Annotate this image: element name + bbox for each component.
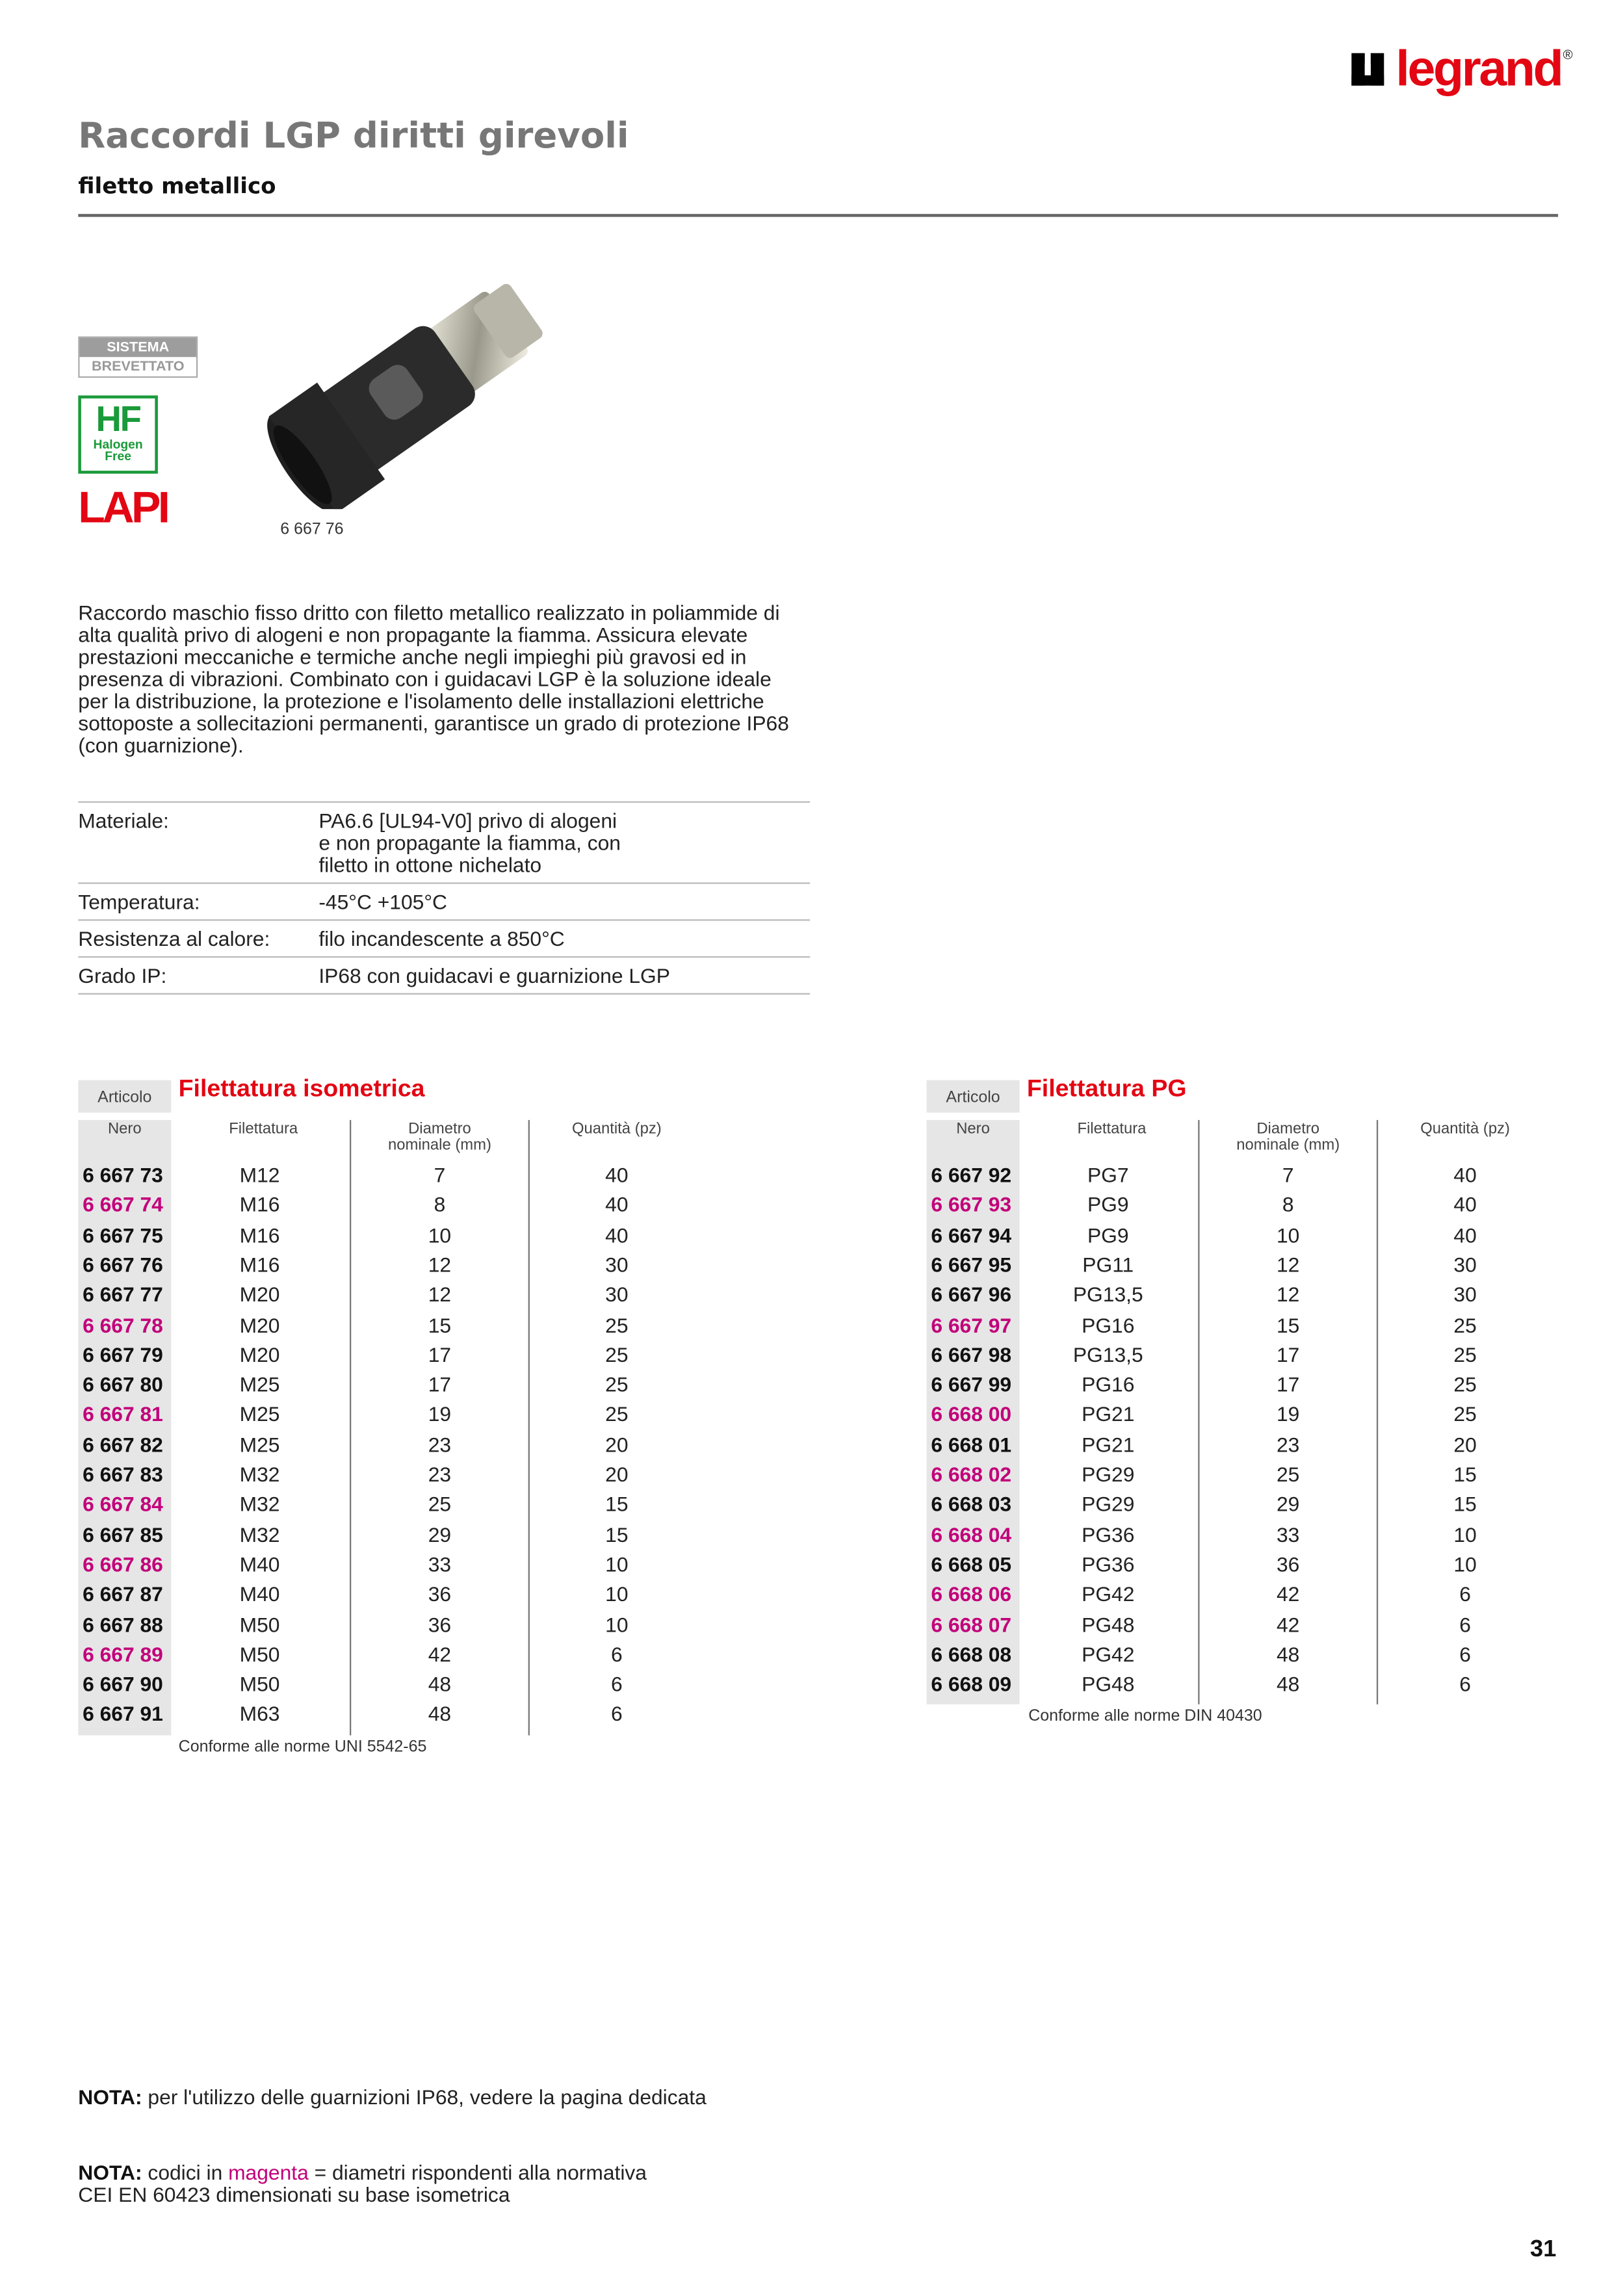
- norm-note: Conforme alle norme DIN 40430: [1028, 1708, 1262, 1726]
- spec-key: Resistenza al calore:: [78, 926, 270, 950]
- note-ip68: [78, 2087, 707, 2109]
- quantity-cell: 6: [610, 1702, 623, 1726]
- thread-cell: M25: [239, 1432, 280, 1456]
- note-text: = diametri rispondenti alla normativa: [308, 2160, 647, 2184]
- thread-cell: PG36: [1082, 1522, 1135, 1546]
- diameter-cell: 12: [428, 1283, 452, 1307]
- article-code: 6 667 75: [83, 1222, 163, 1247]
- diameter-cell: 19: [1277, 1402, 1300, 1426]
- table-row: [927, 1429, 1546, 1459]
- thread-cell: M50: [239, 1642, 280, 1666]
- diameter-cell: 17: [428, 1372, 452, 1396]
- header-diametro: Diametro nominale (mm): [1236, 1119, 1340, 1155]
- table-row: [927, 1220, 1546, 1249]
- table-row: [927, 1579, 1546, 1609]
- quantity-cell: 15: [1453, 1492, 1477, 1516]
- table-row: [78, 1190, 697, 1220]
- thread-cell: PG13,5: [1072, 1283, 1143, 1307]
- diameter-cell: 42: [428, 1642, 452, 1666]
- page-subtitle: filetto metallico: [78, 172, 276, 200]
- note-text: codici in: [142, 2160, 229, 2184]
- legrand-logo: [1351, 41, 1573, 98]
- table-row: [927, 1370, 1546, 1400]
- thread-cell: M40: [239, 1552, 280, 1576]
- quantity-cell: 10: [1453, 1552, 1477, 1576]
- article-code: 6 667 91: [83, 1702, 163, 1726]
- note-magenta-word: magenta: [228, 2160, 309, 2184]
- article-code: 6 668 00: [931, 1402, 1012, 1426]
- thread-cell: PG29: [1082, 1462, 1135, 1486]
- table-row: [927, 1249, 1546, 1279]
- table-row: [78, 1699, 697, 1729]
- diameter-cell: 17: [428, 1342, 452, 1366]
- quantity-cell: 25: [1453, 1342, 1477, 1366]
- header-quantita: Quantità (pz): [571, 1119, 662, 1138]
- thread-cell: M25: [239, 1372, 280, 1396]
- spec-row-grado-ip: [78, 958, 810, 995]
- product-image: [236, 273, 590, 509]
- quantity-cell: 30: [605, 1283, 629, 1307]
- table-row: [927, 1639, 1546, 1669]
- diameter-cell: 17: [1277, 1342, 1300, 1366]
- table-row: [78, 1639, 697, 1669]
- quantity-cell: 25: [1453, 1312, 1477, 1337]
- quantity-cell: 6: [1459, 1582, 1471, 1606]
- diameter-cell: 7: [1282, 1162, 1294, 1187]
- article-code: 6 667 90: [83, 1672, 163, 1696]
- legrand-mark-icon: [1351, 53, 1384, 86]
- article-code: 6 668 06: [931, 1582, 1012, 1606]
- thread-cell: PG9: [1087, 1222, 1129, 1247]
- table-row: [78, 1549, 697, 1579]
- lapi-logo: LAPI: [78, 484, 168, 533]
- table-row: [78, 1400, 697, 1429]
- article-code: 6 668 07: [931, 1611, 1012, 1636]
- diameter-cell: 48: [1277, 1672, 1300, 1696]
- page-title: Raccordi LGP diritti girevoli: [78, 115, 629, 157]
- article-code: 6 667 82: [83, 1432, 163, 1456]
- hf-label: HF: [96, 400, 140, 440]
- diameter-cell: 17: [1277, 1372, 1300, 1396]
- quantity-cell: 10: [605, 1582, 629, 1606]
- spec-row-resistenza: [78, 920, 810, 958]
- diameter-cell: 29: [1277, 1492, 1300, 1516]
- thread-cell: M32: [239, 1462, 280, 1486]
- thread-cell: PG21: [1082, 1432, 1135, 1456]
- diameter-cell: 23: [428, 1432, 452, 1456]
- quantity-cell: 10: [605, 1611, 629, 1636]
- article-code: 6 667 89: [83, 1642, 163, 1666]
- quantity-cell: 15: [605, 1522, 629, 1546]
- product-code-caption: 6 667 76: [280, 521, 344, 539]
- diameter-cell: 48: [1277, 1642, 1300, 1666]
- quantity-cell: 25: [605, 1312, 629, 1337]
- article-code: 6 668 01: [931, 1432, 1012, 1456]
- spec-value: filo incandescente a 850°C: [318, 926, 565, 950]
- thread-cell: M32: [239, 1522, 280, 1546]
- table-row: [927, 1160, 1546, 1190]
- table-row: [78, 1160, 697, 1190]
- article-code: 6 667 96: [931, 1283, 1012, 1307]
- diameter-cell: 7: [434, 1162, 446, 1187]
- diameter-cell: 36: [428, 1582, 452, 1606]
- quantity-cell: 40: [605, 1192, 629, 1217]
- diameter-cell: 19: [428, 1402, 452, 1426]
- quantity-cell: 6: [1459, 1642, 1471, 1666]
- header-divider: [78, 214, 1558, 216]
- note-label: NOTA:: [78, 2160, 142, 2184]
- diameter-cell: 10: [428, 1222, 452, 1247]
- diameter-cell: 48: [428, 1672, 452, 1696]
- diameter-cell: 36: [428, 1611, 452, 1636]
- article-code: 6 667 97: [931, 1312, 1012, 1337]
- thread-cell: M16: [239, 1192, 280, 1217]
- spec-key: Temperatura:: [78, 889, 200, 914]
- thread-cell: PG42: [1082, 1582, 1135, 1606]
- header-quantita: Quantità (pz): [1420, 1119, 1510, 1138]
- thread-cell: PG36: [1082, 1552, 1135, 1576]
- thread-cell: M32: [239, 1492, 280, 1516]
- header-nero: Nero: [956, 1119, 990, 1138]
- quantity-cell: 20: [1453, 1432, 1477, 1456]
- thread-cell: M50: [239, 1672, 280, 1696]
- sistema-brevettato-badge: [78, 337, 198, 378]
- article-code: 6 667 93: [931, 1192, 1012, 1217]
- spec-value: IP68 con guidacavi e guarnizione LGP: [318, 963, 670, 987]
- article-code: 6 667 83: [83, 1462, 163, 1486]
- quantity-cell: 6: [610, 1642, 623, 1666]
- thread-cell: PG16: [1082, 1312, 1135, 1337]
- table-row: [78, 1489, 697, 1519]
- note-magenta: [78, 2162, 647, 2206]
- thread-cell: PG42: [1082, 1642, 1135, 1666]
- thread-cell: PG29: [1082, 1492, 1135, 1516]
- diameter-cell: 15: [1277, 1312, 1300, 1337]
- diameter-cell: 23: [1277, 1432, 1300, 1456]
- article-code: 6 667 73: [83, 1162, 163, 1187]
- thread-cell: PG21: [1082, 1402, 1135, 1426]
- product-description: Raccordo maschio fisso dritto con filetto metallico realizzato in poliammide di alta qualità privo di alogeni e non propagante la fiamma. Assicura elevate prestazioni meccaniche e termiche anche negli impieghi più gravosi ed in presenza di vibrazioni. Combinato con i guidacavi LGP è la soluzione ideale per la distribuzione, la protezione e l'isolamento delle installazioni elettriche sottoposte a sollecitazioni permanenti, garantisce un grado di protezione IP68 (con guarnizione).: [78, 600, 789, 757]
- table-row: [927, 1519, 1546, 1549]
- table-row: [927, 1459, 1546, 1489]
- table-row: [927, 1310, 1546, 1340]
- quantity-cell: 40: [1453, 1192, 1477, 1217]
- table-row: [78, 1220, 697, 1249]
- table-row: [78, 1280, 697, 1310]
- thread-cell: M50: [239, 1611, 280, 1636]
- diameter-cell: 12: [1277, 1252, 1300, 1277]
- quantity-cell: 30: [1453, 1283, 1477, 1307]
- spec-key: Grado IP:: [78, 963, 167, 987]
- table-row: [927, 1549, 1546, 1579]
- thread-cell: M12: [239, 1162, 280, 1187]
- quantity-cell: 25: [605, 1402, 629, 1426]
- thread-cell: M16: [239, 1252, 280, 1277]
- article-code: 6 668 09: [931, 1672, 1012, 1696]
- specs-table: [78, 802, 810, 995]
- diameter-cell: 23: [428, 1462, 452, 1486]
- table-row: [78, 1519, 697, 1549]
- quantity-cell: 25: [1453, 1372, 1477, 1396]
- article-code: 6 667 99: [931, 1372, 1012, 1396]
- hf-line1: Halogen: [93, 436, 143, 452]
- quantity-cell: 30: [1453, 1252, 1477, 1277]
- table-row: [78, 1459, 697, 1489]
- quantity-cell: 15: [605, 1492, 629, 1516]
- table-row: [927, 1669, 1546, 1699]
- quantity-cell: 25: [605, 1372, 629, 1396]
- article-code: 6 667 88: [83, 1611, 163, 1636]
- article-code: 6 667 94: [931, 1222, 1012, 1247]
- diameter-cell: 8: [1282, 1192, 1294, 1217]
- header-filettatura: Filettatura: [229, 1119, 298, 1138]
- article-code: 6 667 95: [931, 1252, 1012, 1277]
- article-code: 6 667 86: [83, 1552, 163, 1576]
- quantity-cell: 20: [605, 1432, 629, 1456]
- note-text-line2: CEI EN 60423 dimensionati su base isometrica: [78, 2182, 510, 2206]
- thread-cell: M63: [239, 1702, 280, 1726]
- table-row: [78, 1370, 697, 1400]
- thread-cell: M25: [239, 1402, 280, 1426]
- table-row: [927, 1489, 1546, 1519]
- diameter-cell: 36: [1277, 1552, 1300, 1576]
- thread-cell: PG11: [1082, 1252, 1134, 1277]
- diameter-cell: 25: [1277, 1462, 1300, 1486]
- article-code: 6 667 79: [83, 1342, 163, 1366]
- diameter-cell: 8: [434, 1192, 446, 1217]
- quantity-cell: 40: [605, 1162, 629, 1187]
- thread-cell: PG48: [1082, 1672, 1135, 1696]
- diameter-cell: 10: [1277, 1222, 1300, 1247]
- table-title: Filettatura isometrica: [178, 1075, 425, 1102]
- spec-row-materiale: [78, 803, 810, 884]
- table-row: [78, 1669, 697, 1699]
- hf-line2: Free: [105, 449, 131, 463]
- article-code: 6 668 08: [931, 1642, 1012, 1666]
- table-row: [78, 1310, 697, 1340]
- thread-cell: M40: [239, 1582, 280, 1606]
- article-code: 6 668 02: [931, 1462, 1012, 1486]
- quantity-cell: 40: [1453, 1162, 1477, 1187]
- quantity-cell: 10: [605, 1552, 629, 1576]
- quantity-cell: 6: [610, 1672, 623, 1696]
- note-label: NOTA:: [78, 2085, 142, 2109]
- spec-key: Materiale:: [78, 808, 169, 833]
- table-row: [927, 1190, 1546, 1220]
- article-code: 6 667 84: [83, 1492, 163, 1516]
- diameter-cell: 48: [428, 1702, 452, 1726]
- table-row: [78, 1249, 697, 1279]
- badge-bottom: BREVETTATO: [80, 357, 196, 376]
- article-code: 6 668 04: [931, 1522, 1012, 1546]
- diameter-cell: 25: [428, 1492, 452, 1516]
- thread-cell: M20: [239, 1283, 280, 1307]
- article-code: 6 667 98: [931, 1342, 1012, 1366]
- table-row: [927, 1400, 1546, 1429]
- article-code: 6 667 76: [83, 1252, 163, 1277]
- article-code: 6 667 80: [83, 1372, 163, 1396]
- logo-text: legrand: [1396, 41, 1562, 98]
- spec-row-temperatura: [78, 884, 810, 921]
- norm-note: Conforme alle norme UNI 5542-65: [178, 1738, 427, 1756]
- table-row: [78, 1579, 697, 1609]
- quantity-cell: 6: [1459, 1611, 1471, 1636]
- thread-cell: M20: [239, 1342, 280, 1366]
- quantity-cell: 25: [1453, 1402, 1477, 1426]
- thread-cell: PG9: [1087, 1192, 1129, 1217]
- thread-cell: M20: [239, 1312, 280, 1337]
- registered-mark: ®: [1563, 47, 1573, 62]
- diameter-cell: 12: [428, 1252, 452, 1277]
- article-code: 6 667 74: [83, 1192, 163, 1217]
- article-code: 6 667 78: [83, 1312, 163, 1337]
- note-text: per l'utilizzo delle guarnizioni IP68, vedere la pagina dedicata: [142, 2085, 707, 2109]
- header-filettatura: Filettatura: [1077, 1119, 1147, 1138]
- table-row: [927, 1609, 1546, 1639]
- badge-top: SISTEMA: [80, 338, 196, 358]
- articolo-header: Articolo: [78, 1080, 171, 1113]
- article-code: 6 667 77: [83, 1283, 163, 1307]
- diameter-cell: 42: [1277, 1582, 1300, 1606]
- article-code: 6 667 81: [83, 1402, 163, 1426]
- diameter-cell: 42: [1277, 1611, 1300, 1636]
- article-code: 6 668 03: [931, 1492, 1012, 1516]
- header-diametro: Diametro nominale (mm): [387, 1119, 491, 1155]
- diameter-cell: 33: [428, 1552, 452, 1576]
- article-code: 6 667 92: [931, 1162, 1012, 1187]
- spec-value: -45°C +105°C: [318, 889, 447, 914]
- diameter-cell: 15: [428, 1312, 452, 1337]
- diameter-cell: 33: [1277, 1522, 1300, 1546]
- quantity-cell: 40: [605, 1222, 629, 1247]
- articolo-header: Articolo: [927, 1080, 1020, 1113]
- header-nero: Nero: [107, 1119, 142, 1138]
- thread-cell: M16: [239, 1222, 280, 1247]
- thread-cell: PG48: [1082, 1611, 1135, 1636]
- thread-cell: PG13,5: [1072, 1342, 1143, 1366]
- thread-cell: PG16: [1082, 1372, 1135, 1396]
- halogen-free-badge: [78, 395, 158, 473]
- table-row: [78, 1340, 697, 1370]
- article-code: 6 667 87: [83, 1582, 163, 1606]
- article-code: 6 667 85: [83, 1522, 163, 1546]
- article-code: 6 668 05: [931, 1552, 1012, 1576]
- diameter-cell: 29: [428, 1522, 452, 1546]
- quantity-cell: 6: [1459, 1672, 1471, 1696]
- quantity-cell: 30: [605, 1252, 629, 1277]
- quantity-cell: 40: [1453, 1222, 1477, 1247]
- quantity-cell: 10: [1453, 1522, 1477, 1546]
- table-title: Filettatura PG: [1026, 1075, 1187, 1102]
- diameter-cell: 12: [1277, 1283, 1300, 1307]
- quantity-cell: 25: [605, 1342, 629, 1366]
- spec-value: PA6.6 [UL94-V0] privo di alogeni e non propagante la fiamma, con filetto in ottone nichelato: [318, 808, 621, 877]
- table-row: [78, 1609, 697, 1639]
- thread-cell: PG7: [1087, 1162, 1129, 1187]
- table-row: [927, 1280, 1546, 1310]
- table-row: [927, 1340, 1546, 1370]
- table-row: [78, 1429, 697, 1459]
- page-number: 31: [1529, 2237, 1557, 2262]
- quantity-cell: 20: [605, 1462, 629, 1486]
- quantity-cell: 15: [1453, 1462, 1477, 1486]
